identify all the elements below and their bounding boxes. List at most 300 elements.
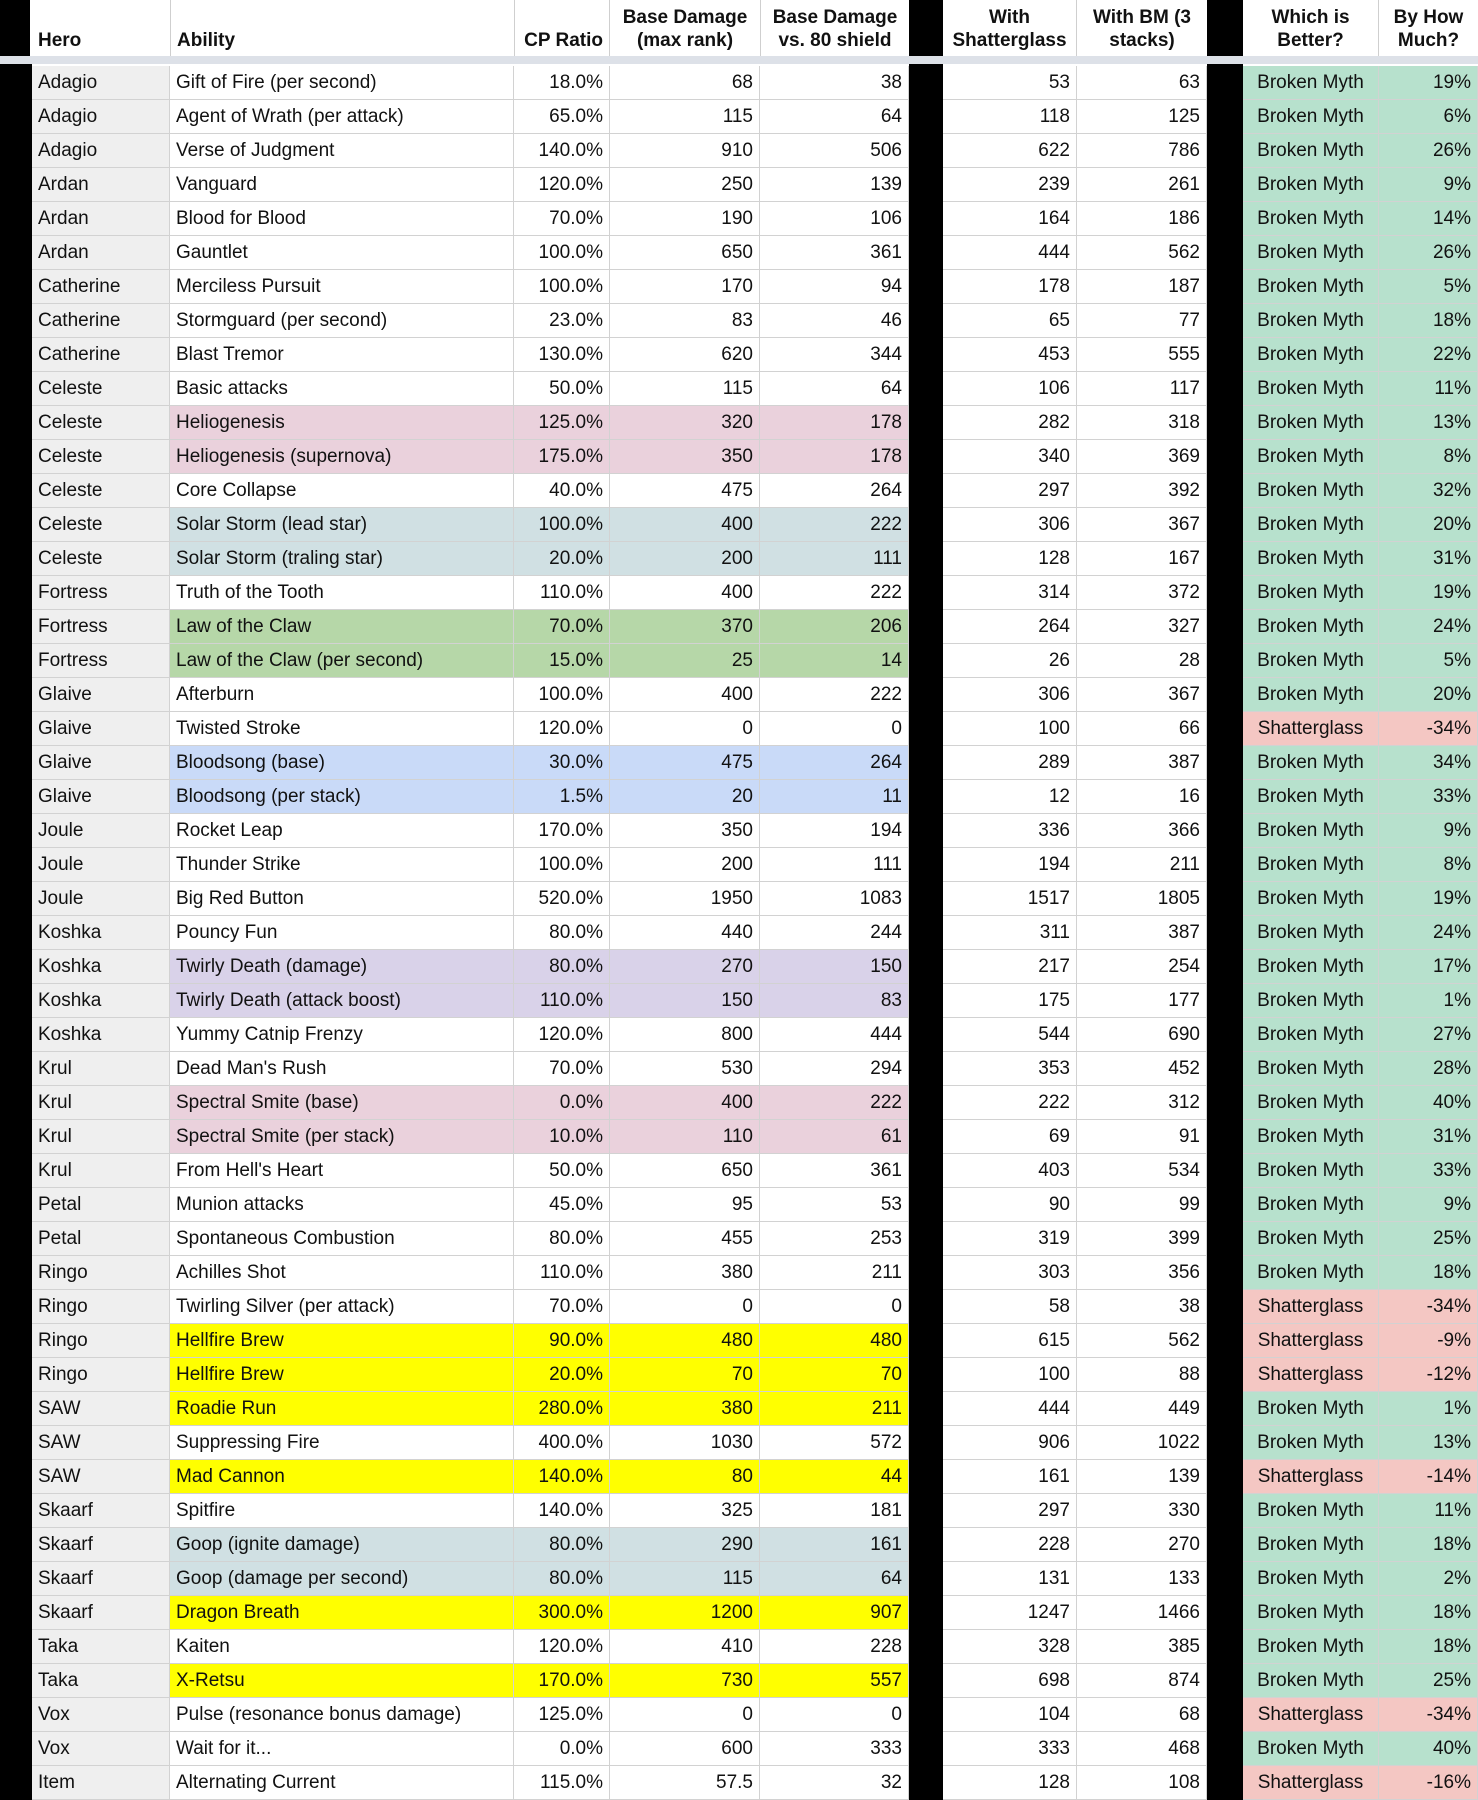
cell-pct[interactable]: 22% xyxy=(1379,338,1478,372)
cell-base[interactable]: 800 xyxy=(610,1018,760,1052)
cell-bm[interactable]: 449 xyxy=(1077,1392,1207,1426)
cell-pct[interactable]: -9% xyxy=(1379,1324,1478,1358)
cell-pct[interactable]: 19% xyxy=(1379,66,1478,100)
cell-pct[interactable]: 25% xyxy=(1379,1222,1478,1256)
cell-bm[interactable]: 167 xyxy=(1077,542,1207,576)
cell-shield[interactable]: 161 xyxy=(760,1528,909,1562)
cell-cp[interactable]: 18.0% xyxy=(514,66,610,100)
cell-sg[interactable]: 104 xyxy=(943,1698,1077,1732)
header-ability[interactable] xyxy=(171,0,514,56)
cell-shield[interactable]: 64 xyxy=(760,100,909,134)
cell-sg[interactable]: 698 xyxy=(943,1664,1077,1698)
cell-bm[interactable]: 562 xyxy=(1077,236,1207,270)
cell-bm[interactable]: 562 xyxy=(1077,1324,1207,1358)
cell-ability[interactable]: Stormguard (per second) xyxy=(170,304,514,338)
cell-ability[interactable]: Twirling Silver (per attack) xyxy=(170,1290,514,1324)
cell-shield[interactable]: 70 xyxy=(760,1358,909,1392)
cell-sg[interactable]: 131 xyxy=(943,1562,1077,1596)
cell-pct[interactable]: 31% xyxy=(1379,542,1478,576)
cell-bm[interactable]: 77 xyxy=(1077,304,1207,338)
cell-cp[interactable]: 0.0% xyxy=(514,1086,610,1120)
cell-cp[interactable]: 70.0% xyxy=(514,610,610,644)
cell-base[interactable]: 1200 xyxy=(610,1596,760,1630)
cell-better[interactable]: Broken Myth xyxy=(1243,100,1379,134)
cell-shield[interactable]: 222 xyxy=(760,1086,909,1120)
cell-sg[interactable]: 1517 xyxy=(943,882,1077,916)
cell-hero[interactable]: Skaarf xyxy=(32,1528,170,1562)
cell-bm[interactable]: 91 xyxy=(1077,1120,1207,1154)
cell-ability[interactable]: Core Collapse xyxy=(170,474,514,508)
cell-better[interactable]: Broken Myth xyxy=(1243,1222,1379,1256)
cell-ability[interactable]: Pouncy Fun xyxy=(170,916,514,950)
cell-hero[interactable]: Joule xyxy=(32,814,170,848)
cell-better[interactable]: Broken Myth xyxy=(1243,338,1379,372)
cell-hero[interactable]: Fortress xyxy=(32,610,170,644)
cell-better[interactable]: Broken Myth xyxy=(1243,406,1379,440)
cell-hero[interactable]: Krul xyxy=(32,1120,170,1154)
cell-shield[interactable]: 64 xyxy=(760,1562,909,1596)
cell-ability[interactable]: Vanguard xyxy=(170,168,514,202)
cell-shield[interactable]: 178 xyxy=(760,440,909,474)
cell-cp[interactable]: 125.0% xyxy=(514,1698,610,1732)
cell-better[interactable]: Broken Myth xyxy=(1243,1392,1379,1426)
cell-bm[interactable]: 369 xyxy=(1077,440,1207,474)
cell-ability[interactable]: Munion attacks xyxy=(170,1188,514,1222)
cell-pct[interactable]: 26% xyxy=(1379,236,1478,270)
cell-sg[interactable]: 26 xyxy=(943,644,1077,678)
cell-pct[interactable]: 18% xyxy=(1379,1528,1478,1562)
cell-base[interactable]: 83 xyxy=(610,304,760,338)
cell-sg[interactable]: 297 xyxy=(943,1494,1077,1528)
cell-better[interactable]: Broken Myth xyxy=(1243,1052,1379,1086)
header-vs-shield[interactable] xyxy=(761,0,909,56)
cell-shield[interactable]: 228 xyxy=(760,1630,909,1664)
cell-hero[interactable]: Celeste xyxy=(32,406,170,440)
cell-base[interactable]: 350 xyxy=(610,440,760,474)
cell-sg[interactable]: 161 xyxy=(943,1460,1077,1494)
cell-base[interactable]: 320 xyxy=(610,406,760,440)
cell-bm[interactable]: 108 xyxy=(1077,1766,1207,1800)
cell-bm[interactable]: 367 xyxy=(1077,508,1207,542)
cell-shield[interactable]: 253 xyxy=(760,1222,909,1256)
cell-better[interactable]: Broken Myth xyxy=(1243,1596,1379,1630)
cell-pct[interactable]: 5% xyxy=(1379,644,1478,678)
cell-ability[interactable]: Gauntlet xyxy=(170,236,514,270)
cell-ability[interactable]: Merciless Pursuit xyxy=(170,270,514,304)
cell-cp[interactable]: 50.0% xyxy=(514,1154,610,1188)
cell-sg[interactable]: 53 xyxy=(943,66,1077,100)
cell-sg[interactable]: 106 xyxy=(943,372,1077,406)
cell-ability[interactable]: Gift of Fire (per second) xyxy=(170,66,514,100)
cell-cp[interactable]: 300.0% xyxy=(514,1596,610,1630)
cell-sg[interactable]: 622 xyxy=(943,134,1077,168)
cell-cp[interactable]: 100.0% xyxy=(514,848,610,882)
header-cp-ratio[interactable] xyxy=(515,0,609,56)
cell-cp[interactable]: 280.0% xyxy=(514,1392,610,1426)
cell-shield[interactable]: 0 xyxy=(760,1290,909,1324)
cell-pct[interactable]: 6% xyxy=(1379,100,1478,134)
cell-sg[interactable]: 217 xyxy=(943,950,1077,984)
cell-bm[interactable]: 211 xyxy=(1077,848,1207,882)
cell-pct[interactable]: 20% xyxy=(1379,678,1478,712)
cell-base[interactable]: 115 xyxy=(610,1562,760,1596)
cell-better[interactable]: Shatterglass xyxy=(1243,1290,1379,1324)
cell-bm[interactable]: 186 xyxy=(1077,202,1207,236)
header-which-better[interactable] xyxy=(1243,0,1378,56)
cell-hero[interactable]: Vox xyxy=(32,1732,170,1766)
cell-shield[interactable]: 506 xyxy=(760,134,909,168)
cell-ability[interactable]: Spitfire xyxy=(170,1494,514,1528)
cell-ability[interactable]: Heliogenesis xyxy=(170,406,514,440)
header-with-shatterglass[interactable] xyxy=(943,0,1076,56)
cell-base[interactable]: 400 xyxy=(610,1086,760,1120)
cell-base[interactable]: 270 xyxy=(610,950,760,984)
cell-better[interactable]: Shatterglass xyxy=(1243,1766,1379,1800)
cell-pct[interactable]: 18% xyxy=(1379,1596,1478,1630)
cell-base[interactable]: 475 xyxy=(610,746,760,780)
cell-bm[interactable]: 28 xyxy=(1077,644,1207,678)
cell-bm[interactable]: 133 xyxy=(1077,1562,1207,1596)
cell-cp[interactable]: 110.0% xyxy=(514,1256,610,1290)
cell-cp[interactable]: 10.0% xyxy=(514,1120,610,1154)
cell-ability[interactable]: Mad Cannon xyxy=(170,1460,514,1494)
cell-bm[interactable]: 139 xyxy=(1077,1460,1207,1494)
cell-pct[interactable]: 13% xyxy=(1379,406,1478,440)
cell-shield[interactable]: 139 xyxy=(760,168,909,202)
cell-shield[interactable]: 907 xyxy=(760,1596,909,1630)
cell-pct[interactable]: -34% xyxy=(1379,1698,1478,1732)
cell-hero[interactable]: SAW xyxy=(32,1460,170,1494)
cell-shield[interactable]: 206 xyxy=(760,610,909,644)
cell-hero[interactable]: Celeste xyxy=(32,508,170,542)
cell-shield[interactable]: 0 xyxy=(760,1698,909,1732)
cell-cp[interactable]: 100.0% xyxy=(514,236,610,270)
cell-ability[interactable]: Law of the Claw (per second) xyxy=(170,644,514,678)
cell-bm[interactable]: 68 xyxy=(1077,1698,1207,1732)
cell-shield[interactable]: 83 xyxy=(760,984,909,1018)
cell-hero[interactable]: Adagio xyxy=(32,100,170,134)
cell-cp[interactable]: 140.0% xyxy=(514,1460,610,1494)
cell-pct[interactable]: -16% xyxy=(1379,1766,1478,1800)
cell-bm[interactable]: 63 xyxy=(1077,66,1207,100)
cell-better[interactable]: Shatterglass xyxy=(1243,712,1379,746)
cell-base[interactable]: 325 xyxy=(610,1494,760,1528)
cell-sg[interactable]: 353 xyxy=(943,1052,1077,1086)
cell-ability[interactable]: Blood for Blood xyxy=(170,202,514,236)
cell-ability[interactable]: Kaiten xyxy=(170,1630,514,1664)
cell-better[interactable]: Shatterglass xyxy=(1243,1698,1379,1732)
cell-cp[interactable]: 80.0% xyxy=(514,1528,610,1562)
cell-base[interactable]: 115 xyxy=(610,100,760,134)
cell-better[interactable]: Broken Myth xyxy=(1243,134,1379,168)
cell-base[interactable]: 400 xyxy=(610,678,760,712)
cell-base[interactable]: 400 xyxy=(610,576,760,610)
cell-base[interactable]: 410 xyxy=(610,1630,760,1664)
cell-pct[interactable]: 18% xyxy=(1379,304,1478,338)
cell-ability[interactable]: Verse of Judgment xyxy=(170,134,514,168)
cell-base[interactable]: 380 xyxy=(610,1256,760,1290)
cell-ability[interactable]: Twisted Stroke xyxy=(170,712,514,746)
cell-cp[interactable]: 170.0% xyxy=(514,814,610,848)
cell-better[interactable]: Broken Myth xyxy=(1243,372,1379,406)
cell-shield[interactable]: 444 xyxy=(760,1018,909,1052)
cell-sg[interactable]: 228 xyxy=(943,1528,1077,1562)
cell-shield[interactable]: 150 xyxy=(760,950,909,984)
cell-pct[interactable]: -34% xyxy=(1379,1290,1478,1324)
cell-bm[interactable]: 99 xyxy=(1077,1188,1207,1222)
cell-bm[interactable]: 1805 xyxy=(1077,882,1207,916)
cell-pct[interactable]: 24% xyxy=(1379,916,1478,950)
cell-cp[interactable]: 80.0% xyxy=(514,1222,610,1256)
cell-shield[interactable]: 222 xyxy=(760,678,909,712)
cell-base[interactable]: 0 xyxy=(610,712,760,746)
cell-shield[interactable]: 344 xyxy=(760,338,909,372)
cell-better[interactable]: Broken Myth xyxy=(1243,474,1379,508)
cell-hero[interactable]: Ardan xyxy=(32,236,170,270)
cell-base[interactable]: 250 xyxy=(610,168,760,202)
cell-ability[interactable]: Bloodsong (per stack) xyxy=(170,780,514,814)
cell-base[interactable]: 200 xyxy=(610,542,760,576)
cell-better[interactable]: Broken Myth xyxy=(1243,542,1379,576)
cell-cp[interactable]: 120.0% xyxy=(514,1630,610,1664)
cell-pct[interactable]: 5% xyxy=(1379,270,1478,304)
cell-better[interactable]: Broken Myth xyxy=(1243,1664,1379,1698)
cell-better[interactable]: Broken Myth xyxy=(1243,270,1379,304)
cell-hero[interactable]: Item xyxy=(32,1766,170,1800)
cell-bm[interactable]: 387 xyxy=(1077,916,1207,950)
cell-sg[interactable]: 12 xyxy=(943,780,1077,814)
cell-shield[interactable]: 480 xyxy=(760,1324,909,1358)
cell-sg[interactable]: 319 xyxy=(943,1222,1077,1256)
cell-base[interactable]: 70 xyxy=(610,1358,760,1392)
cell-pct[interactable]: 1% xyxy=(1379,1392,1478,1426)
cell-bm[interactable]: 270 xyxy=(1077,1528,1207,1562)
cell-pct[interactable]: 9% xyxy=(1379,168,1478,202)
cell-ability[interactable]: Suppressing Fire xyxy=(170,1426,514,1460)
cell-pct[interactable]: 24% xyxy=(1379,610,1478,644)
cell-shield[interactable]: 211 xyxy=(760,1392,909,1426)
cell-hero[interactable]: Ringo xyxy=(32,1256,170,1290)
cell-cp[interactable]: 80.0% xyxy=(514,916,610,950)
cell-hero[interactable]: Glaive xyxy=(32,678,170,712)
cell-sg[interactable]: 178 xyxy=(943,270,1077,304)
cell-pct[interactable]: 9% xyxy=(1379,814,1478,848)
cell-better[interactable]: Broken Myth xyxy=(1243,1426,1379,1460)
cell-base[interactable]: 455 xyxy=(610,1222,760,1256)
cell-cp[interactable]: 170.0% xyxy=(514,1664,610,1698)
cell-bm[interactable]: 88 xyxy=(1077,1358,1207,1392)
header-base-damage[interactable] xyxy=(610,0,760,56)
cell-better[interactable]: Broken Myth xyxy=(1243,440,1379,474)
cell-ability[interactable]: Twirly Death (damage) xyxy=(170,950,514,984)
cell-ability[interactable]: Blast Tremor xyxy=(170,338,514,372)
cell-hero[interactable]: Joule xyxy=(32,882,170,916)
cell-ability[interactable]: Spectral Smite (base) xyxy=(170,1086,514,1120)
cell-pct[interactable]: 17% xyxy=(1379,950,1478,984)
cell-better[interactable]: Broken Myth xyxy=(1243,984,1379,1018)
cell-base[interactable]: 68 xyxy=(610,66,760,100)
cell-hero[interactable]: Taka xyxy=(32,1664,170,1698)
cell-sg[interactable]: 328 xyxy=(943,1630,1077,1664)
cell-pct[interactable]: 33% xyxy=(1379,1154,1478,1188)
cell-cp[interactable]: 1.5% xyxy=(514,780,610,814)
cell-ability[interactable]: Goop (ignite damage) xyxy=(170,1528,514,1562)
cell-shield[interactable]: 222 xyxy=(760,576,909,610)
cell-bm[interactable]: 387 xyxy=(1077,746,1207,780)
cell-pct[interactable]: 19% xyxy=(1379,882,1478,916)
cell-hero[interactable]: Koshka xyxy=(32,984,170,1018)
cell-hero[interactable]: Adagio xyxy=(32,134,170,168)
cell-base[interactable]: 290 xyxy=(610,1528,760,1562)
cell-hero[interactable]: Ringo xyxy=(32,1358,170,1392)
cell-ability[interactable]: Hellfire Brew xyxy=(170,1324,514,1358)
cell-ability[interactable]: Thunder Strike xyxy=(170,848,514,882)
cell-ability[interactable]: Dead Man's Rush xyxy=(170,1052,514,1086)
cell-ability[interactable]: Roadie Run xyxy=(170,1392,514,1426)
cell-hero[interactable]: Krul xyxy=(32,1052,170,1086)
cell-bm[interactable]: 874 xyxy=(1077,1664,1207,1698)
cell-base[interactable]: 57.5 xyxy=(610,1766,760,1800)
cell-pct[interactable]: 11% xyxy=(1379,1494,1478,1528)
cell-base[interactable]: 475 xyxy=(610,474,760,508)
cell-cp[interactable]: 100.0% xyxy=(514,678,610,712)
cell-shield[interactable]: 572 xyxy=(760,1426,909,1460)
cell-better[interactable]: Broken Myth xyxy=(1243,610,1379,644)
cell-bm[interactable]: 399 xyxy=(1077,1222,1207,1256)
cell-hero[interactable]: Joule xyxy=(32,848,170,882)
cell-ability[interactable]: Dragon Breath xyxy=(170,1596,514,1630)
cell-shield[interactable]: 361 xyxy=(760,236,909,270)
cell-bm[interactable]: 16 xyxy=(1077,780,1207,814)
cell-cp[interactable]: 70.0% xyxy=(514,1052,610,1086)
cell-ability[interactable]: Bloodsong (base) xyxy=(170,746,514,780)
cell-base[interactable]: 620 xyxy=(610,338,760,372)
cell-bm[interactable]: 367 xyxy=(1077,678,1207,712)
cell-hero[interactable]: Glaive xyxy=(32,746,170,780)
cell-sg[interactable]: 69 xyxy=(943,1120,1077,1154)
cell-base[interactable]: 0 xyxy=(610,1290,760,1324)
cell-better[interactable]: Broken Myth xyxy=(1243,1256,1379,1290)
cell-ability[interactable]: Hellfire Brew xyxy=(170,1358,514,1392)
cell-cp[interactable]: 80.0% xyxy=(514,1562,610,1596)
cell-sg[interactable]: 100 xyxy=(943,1358,1077,1392)
cell-ability[interactable]: Achilles Shot xyxy=(170,1256,514,1290)
cell-bm[interactable]: 366 xyxy=(1077,814,1207,848)
cell-bm[interactable]: 452 xyxy=(1077,1052,1207,1086)
cell-cp[interactable]: 120.0% xyxy=(514,1018,610,1052)
cell-sg[interactable]: 306 xyxy=(943,678,1077,712)
cell-base[interactable]: 20 xyxy=(610,780,760,814)
cell-cp[interactable]: 115.0% xyxy=(514,1766,610,1800)
cell-base[interactable]: 650 xyxy=(610,236,760,270)
cell-better[interactable]: Broken Myth xyxy=(1243,236,1379,270)
cell-sg[interactable]: 615 xyxy=(943,1324,1077,1358)
cell-hero[interactable]: Fortress xyxy=(32,576,170,610)
cell-pct[interactable]: 26% xyxy=(1379,134,1478,168)
cell-pct[interactable]: 25% xyxy=(1379,1664,1478,1698)
cell-hero[interactable]: Ardan xyxy=(32,168,170,202)
cell-hero[interactable]: Koshka xyxy=(32,1018,170,1052)
cell-sg[interactable]: 164 xyxy=(943,202,1077,236)
cell-ability[interactable]: Solar Storm (lead star) xyxy=(170,508,514,542)
cell-base[interactable]: 910 xyxy=(610,134,760,168)
cell-hero[interactable]: SAW xyxy=(32,1426,170,1460)
cell-hero[interactable]: Koshka xyxy=(32,950,170,984)
cell-hero[interactable]: Catherine xyxy=(32,304,170,338)
cell-cp[interactable]: 65.0% xyxy=(514,100,610,134)
cell-ability[interactable]: Basic attacks xyxy=(170,372,514,406)
cell-sg[interactable]: 297 xyxy=(943,474,1077,508)
cell-base[interactable]: 190 xyxy=(610,202,760,236)
cell-better[interactable]: Broken Myth xyxy=(1243,1630,1379,1664)
cell-shield[interactable]: 14 xyxy=(760,644,909,678)
cell-ability[interactable]: Heliogenesis (supernova) xyxy=(170,440,514,474)
cell-base[interactable]: 25 xyxy=(610,644,760,678)
cell-bm[interactable]: 312 xyxy=(1077,1086,1207,1120)
cell-shield[interactable]: 111 xyxy=(760,542,909,576)
cell-hero[interactable]: Celeste xyxy=(32,372,170,406)
cell-ability[interactable]: Agent of Wrath (per attack) xyxy=(170,100,514,134)
cell-cp[interactable]: 140.0% xyxy=(514,1494,610,1528)
cell-better[interactable]: Broken Myth xyxy=(1243,848,1379,882)
cell-cp[interactable]: 130.0% xyxy=(514,338,610,372)
header-with-bm[interactable] xyxy=(1077,0,1207,56)
cell-bm[interactable]: 117 xyxy=(1077,372,1207,406)
cell-cp[interactable]: 520.0% xyxy=(514,882,610,916)
cell-bm[interactable]: 1466 xyxy=(1077,1596,1207,1630)
cell-ability[interactable]: Pulse (resonance bonus damage) xyxy=(170,1698,514,1732)
cell-shield[interactable]: 244 xyxy=(760,916,909,950)
cell-bm[interactable]: 555 xyxy=(1077,338,1207,372)
cell-cp[interactable]: 40.0% xyxy=(514,474,610,508)
cell-pct[interactable]: 40% xyxy=(1379,1086,1478,1120)
cell-base[interactable]: 370 xyxy=(610,610,760,644)
cell-hero[interactable]: Glaive xyxy=(32,780,170,814)
cell-shield[interactable]: 61 xyxy=(760,1120,909,1154)
cell-cp[interactable]: 70.0% xyxy=(514,1290,610,1324)
header-by-how-much[interactable] xyxy=(1379,0,1478,56)
cell-ability[interactable]: Wait for it... xyxy=(170,1732,514,1766)
cell-hero[interactable]: Celeste xyxy=(32,440,170,474)
cell-cp[interactable]: 15.0% xyxy=(514,644,610,678)
cell-bm[interactable]: 356 xyxy=(1077,1256,1207,1290)
cell-better[interactable]: Broken Myth xyxy=(1243,202,1379,236)
cell-hero[interactable]: Catherine xyxy=(32,338,170,372)
cell-shield[interactable]: 44 xyxy=(760,1460,909,1494)
cell-base[interactable]: 380 xyxy=(610,1392,760,1426)
cell-hero[interactable]: Ardan xyxy=(32,202,170,236)
cell-pct[interactable]: 9% xyxy=(1379,1188,1478,1222)
cell-pct[interactable]: -14% xyxy=(1379,1460,1478,1494)
cell-pct[interactable]: 11% xyxy=(1379,372,1478,406)
cell-shield[interactable]: 264 xyxy=(760,746,909,780)
cell-cp[interactable]: 140.0% xyxy=(514,134,610,168)
cell-shield[interactable]: 211 xyxy=(760,1256,909,1290)
cell-pct[interactable]: 14% xyxy=(1379,202,1478,236)
cell-sg[interactable]: 289 xyxy=(943,746,1077,780)
cell-sg[interactable]: 314 xyxy=(943,576,1077,610)
cell-shield[interactable]: 178 xyxy=(760,406,909,440)
cell-shield[interactable]: 222 xyxy=(760,508,909,542)
cell-bm[interactable]: 372 xyxy=(1077,576,1207,610)
cell-better[interactable]: Shatterglass xyxy=(1243,1460,1379,1494)
cell-pct[interactable]: 31% xyxy=(1379,1120,1478,1154)
cell-cp[interactable]: 400.0% xyxy=(514,1426,610,1460)
cell-ability[interactable]: Afterburn xyxy=(170,678,514,712)
cell-better[interactable]: Broken Myth xyxy=(1243,1120,1379,1154)
cell-hero[interactable]: Adagio xyxy=(32,66,170,100)
cell-cp[interactable]: 80.0% xyxy=(514,950,610,984)
